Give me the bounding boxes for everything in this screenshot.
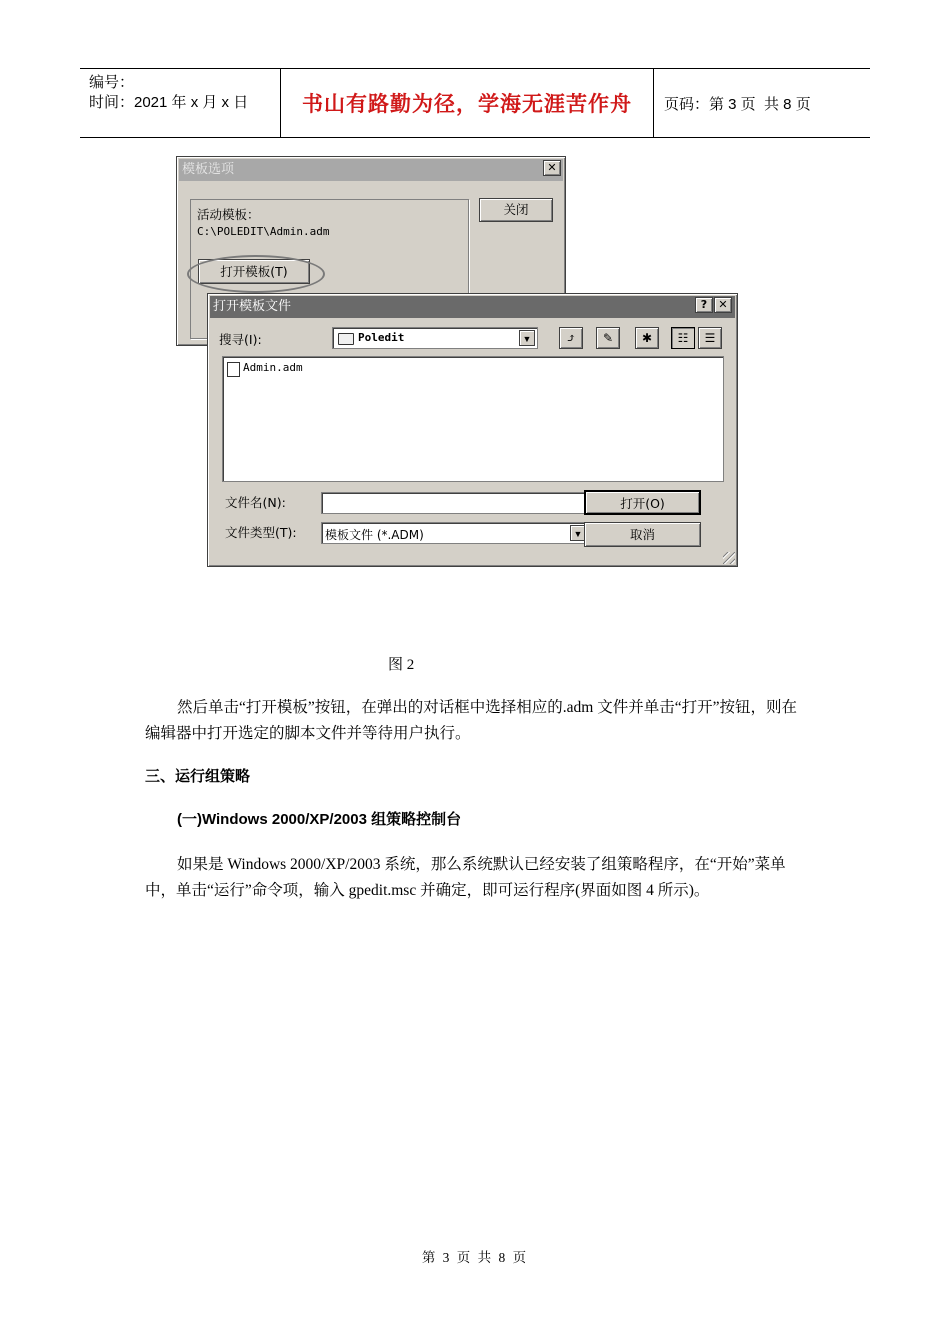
paragraph-2: 如果是 Windows 2000/XP/2003 系统，那么系统默认已经安装了组策略程序，在“开始”菜单中，单击“运行”命令项，输入 gpedit.msc 并确定，即可运行程序(界面如图 4 所示)。 xyxy=(145,856,786,899)
highlight-ellipse xyxy=(187,255,325,293)
folder-icon xyxy=(338,333,354,345)
open-template-button[interactable]: 打开模板(T) xyxy=(198,259,310,284)
paragraph-1: 然后单击“打开模板”按钮，在弹出的对话框中选择相应的.adm 文件并单击“打开”按钮，则在编辑器中打开选定的脚本文件并等待用户执行。 xyxy=(145,699,797,742)
resize-grip-icon[interactable] xyxy=(723,552,735,564)
list-view-icon[interactable]: ☷ xyxy=(671,327,695,349)
header-motto: 书山有路勤为径，学海无涯苦作舟 xyxy=(281,69,654,137)
window-title: 模板选项 xyxy=(182,162,235,177)
chevron-down-icon[interactable]: ▼ xyxy=(519,330,535,346)
filetype-label: 文件类型(T): xyxy=(225,525,297,540)
section-heading: 三、运行组策略 xyxy=(145,768,251,785)
open-dialog-titlebar xyxy=(210,296,735,318)
file-icon xyxy=(227,362,240,377)
help-icon[interactable]: ? xyxy=(695,297,713,313)
template-options-titlebar xyxy=(179,159,563,181)
details-view-icon[interactable]: ☰ xyxy=(698,327,722,349)
number-label: 编号： xyxy=(89,74,135,91)
list-item[interactable] xyxy=(227,361,347,377)
active-template-path: C:\POLEDIT\Admin.adm xyxy=(197,225,330,238)
dialog-title: 打开模板文件 xyxy=(213,299,292,314)
figure-caption: 图 2 xyxy=(388,657,415,673)
filetype-value: 模板文件 (*.ADM) xyxy=(325,528,424,542)
file-list[interactable] xyxy=(222,356,724,482)
active-template-label: 活动模板： xyxy=(197,207,260,222)
desktop-icon[interactable]: ✎ xyxy=(596,327,620,349)
header-meta xyxy=(80,69,281,137)
look-in-label: 搜寻(I): xyxy=(219,332,262,347)
page-header xyxy=(80,68,870,138)
chevron-down-icon[interactable]: ▼ xyxy=(570,525,586,541)
close-button[interactable]: 关闭 xyxy=(479,198,553,222)
page-footer: 第 3 页 共 8 页 xyxy=(421,1250,529,1265)
filename-input[interactable] xyxy=(321,492,589,514)
cancel-button[interactable]: 取消 xyxy=(584,522,701,547)
open-button[interactable]: 打开(O) xyxy=(584,490,701,515)
time-label: 时间：2021 年 x 月 x 日 xyxy=(89,94,249,111)
close-icon[interactable]: ✕ xyxy=(543,160,561,176)
header-page-info: 页码：第 3 页 共 8 页 xyxy=(664,95,811,113)
subsection-heading: (一)Windows 2000/XP/2003 组策略控制台 xyxy=(177,811,462,828)
filename-label: 文件名(N): xyxy=(225,495,286,510)
close-icon[interactable]: ✕ xyxy=(714,297,732,313)
look-in-dropdown[interactable] xyxy=(332,327,538,349)
file-name: Admin.adm xyxy=(243,361,303,374)
new-folder-icon[interactable]: ✱ xyxy=(635,327,659,349)
up-folder-icon[interactable]: ⤴ xyxy=(559,327,583,349)
filetype-select[interactable] xyxy=(321,522,589,544)
look-in-value: Poledit xyxy=(358,331,405,344)
open-template-file-dialog xyxy=(207,293,738,567)
figure-screenshot xyxy=(176,156,738,568)
